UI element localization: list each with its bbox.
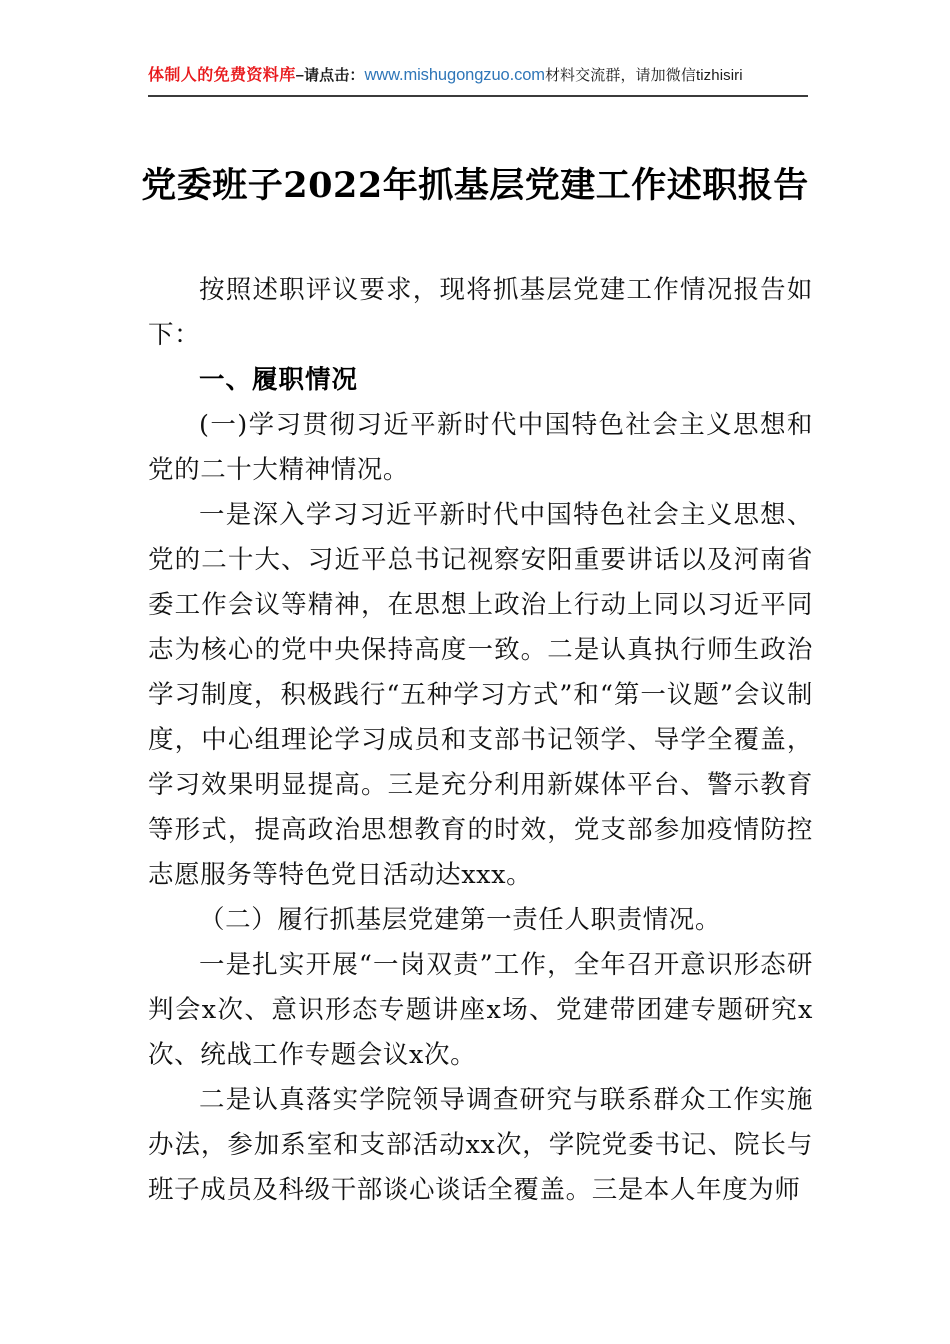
header-divider-rule [148,95,808,97]
subsection-heading-1-1: (一)学习贯彻习近平新时代中国特色社会主义思想和党的二十大精神情况。 [148,410,813,485]
header-click-prompt: –请点击： [295,67,365,84]
watermark-header [148,58,808,93]
paragraph-1-1-body: 一是深入学习习近平新时代中国特色社会主义思想、党的二十大、习近平总书记视察安阳重要讲话以及河南省委工作会议等精神，在思想上政治上行动上同以习近平同志为核心的党中央保持高度一致。二是认真执行师生政治学习制度，积极践行“五种学习方式”和“第一议题”会议制度，中心组理论学习成员和支部书记领学、导学全覆盖，学习效果明显提高。三是充分利用新媒体平台、警示教育等形式，提高政治思想教育的时效，党支部参加疫情防控志愿服务等特色党日活动达xxx。 [148,500,813,890]
paragraph-1-2-item-2: 二是认真落实学院领导调查研究与联系群众工作实施办法，参加系室和支部活动xx次，学院党委书记、院长与班子成员及科级干部谈心谈话全覆盖。三是本人年度为师 [148,1085,813,1205]
document-body [148,268,813,1213]
paragraph-intro: 按照述职评议要求，现将抓基层党建工作情况报告如下： [148,275,813,350]
page-title: 党委班子2022年抓基层党建工作述职报告 [141,165,809,206]
subsection-heading-1-2: （二）履行抓基层党建第一责任人职责情况。 [199,905,722,935]
paragraph-1-2-item-1: 一是扎实开展“一岗双责”工作，全年召开意识形态研判会x次、意识形态专题讲座x场、党建带团建专题研究x次、统战工作专题会议x次。 [148,950,813,1070]
header-tail-text: 材料交流群，请加微信 [544,67,696,84]
watermark-header-line [148,58,808,93]
header-wechat-id: tizhisiri [695,67,743,84]
header-brand-text: 体制人的免费资料库 [148,67,296,84]
header-url-link[interactable]: www.mishugongzuo.com [364,66,545,84]
section-heading-1: 一、履职情况 [199,365,359,395]
